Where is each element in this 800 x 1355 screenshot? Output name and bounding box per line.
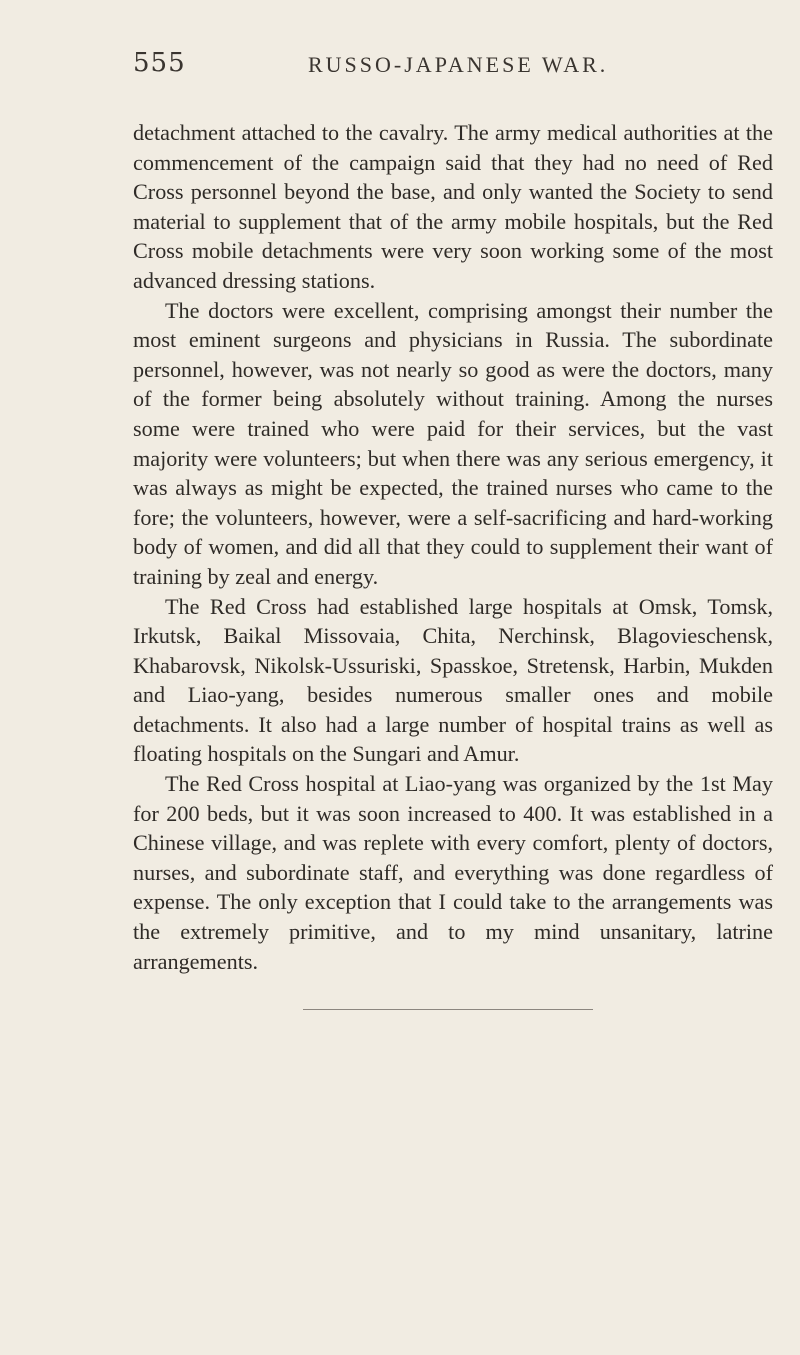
- paragraph-1: detachment attached to the cavalry. The army medical authorities at the commencement of the campaign said that they had no need of Red Cross personnel beyond the base, and only wanted the Society to send material to supplement that of the army mobile hospitals, but the Red Cross mobile detachments were very soon working some of the most advanced dressing stations.: [133, 120, 773, 293]
- paragraph-4: The Red Cross hospital at Liao-yang was organized by the 1st May for 200 beds, but it was soon increased to 400. It was established in a Chinese village, and was replete with every comfort, plenty of doctors, nurses, and subordinate staff, and everything was done regardless of expense. The only exception that I could take to the arrangements was the extremely primitive, and to my mind unsanitary, latrine arrangements.: [133, 771, 773, 974]
- section-end-rule: [303, 1009, 593, 1010]
- paragraph-3: The Red Cross had established large hospitals at Omsk, Tomsk, Irkutsk, Baikal Missovaia, Chita, Nerchinsk, Blagovieschensk, Khabarovsk, Nikolsk-Ussuriski, Spasskoe, Stretensk, Harbin, Mukden and Liao-yang, besides numerous smaller ones and mobile detachments. It also had a large number of hospital trains as well as floating hospitals on the Sungari and Amur.: [133, 593, 773, 767]
- page-number: 555: [133, 48, 186, 78]
- running-head: RUSSO-JAPANESE WAR.: [308, 52, 609, 77]
- body-text: [133, 118, 773, 976]
- paragraph-2: The doctors were excellent, comprising amongst their number the most eminent surgeons and physicians in Russia. The subordinate personnel, however, was not nearly so good as were the doctors, many of the former being absolutely without training. Among the nurses some were trained who were paid for their services, but the vast majority were volunteers; but when there was any serious emergency, it was always as might be expected, the trained nurses who came to the fore; the volunteers, however, were a self-sacrificing and hard-working body of women, and did all that they could to supplement their want of training by zeal and energy.: [133, 297, 773, 589]
- page-header: [133, 48, 773, 88]
